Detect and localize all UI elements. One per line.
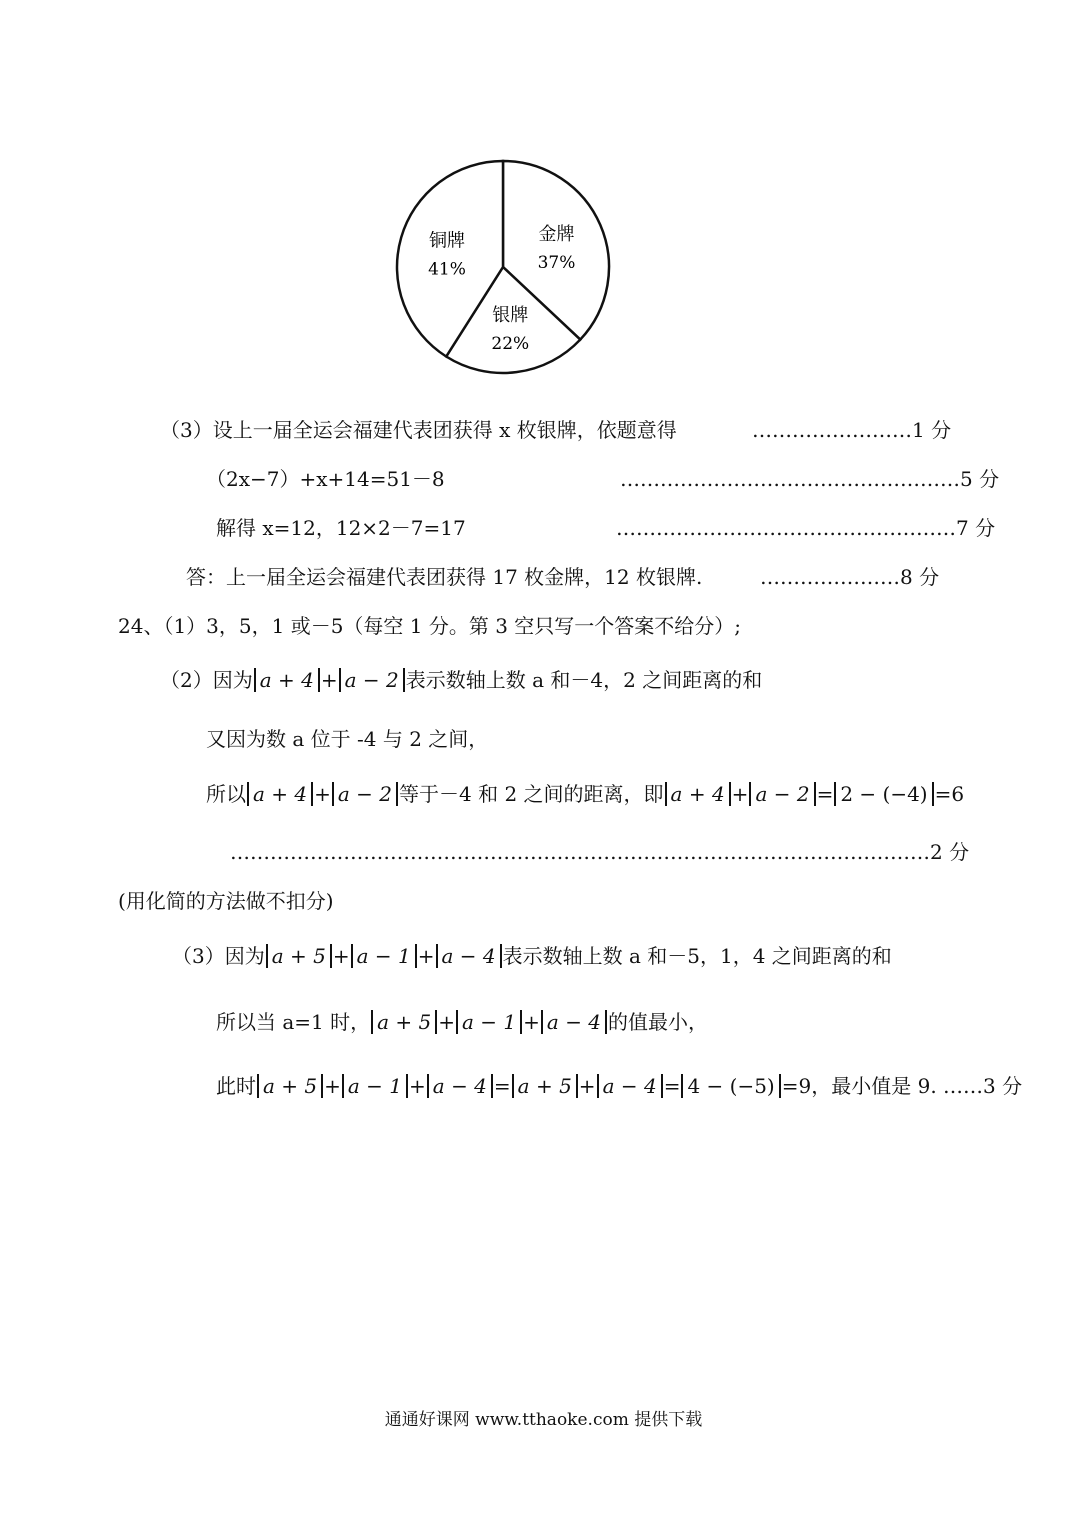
equals-sign: = xyxy=(816,782,834,806)
abs-a-plus-4: a + 4 xyxy=(247,782,313,806)
plus-sign: + xyxy=(314,782,331,806)
equals-sign: = xyxy=(493,1074,511,1098)
abs-a-plus-4: a + 4 xyxy=(254,668,320,692)
q24-part2-line1 xyxy=(160,666,762,694)
plus-sign: + xyxy=(409,1074,426,1098)
plus-sign: + xyxy=(438,1010,456,1034)
q24-p3-l2-prefix: 所以当 a=1 时， xyxy=(216,1010,371,1034)
q24-part2-line2: 又因为数 a 位于 -4 与 2 之间， xyxy=(206,727,489,751)
q24-p2-l3-prefix: 所以 xyxy=(206,782,246,806)
pie-label-name: 银牌 xyxy=(492,304,529,326)
abs-a-plus-4: a + 4 xyxy=(665,782,731,806)
q24-part1: 24、（1）3，5，1 或－5（每空 1 分。第 3 空只写一个答案不给分）; xyxy=(118,614,742,638)
q23-intro-score: ……………………1 分 xyxy=(752,418,952,442)
abs-a-plus-5: a + 5 xyxy=(371,1010,437,1034)
q24-part2-line3 xyxy=(206,780,964,808)
abs-a-minus-1: a − 1 xyxy=(456,1010,522,1034)
abs-a-minus-2: a − 2 xyxy=(339,668,405,692)
abs-a-minus-2: a − 2 xyxy=(332,782,398,806)
q24-p2-result: =6 xyxy=(934,782,965,806)
pie-label-percent: 22% xyxy=(491,333,530,354)
q23-solve: 解得 x=12，12×2－7=17 xyxy=(216,516,466,540)
plus-sign: + xyxy=(523,1010,540,1034)
q24-p3-l3-suffix: =9，最小值是 9. ……3 分 xyxy=(781,1074,1023,1098)
q23-solve-score: ……………………………………………7 分 xyxy=(616,516,996,540)
q24-part3-line2 xyxy=(216,1008,708,1036)
q23-answer: 答：上一届全运会福建代表团获得 17 枚金牌，12 枚银牌. xyxy=(186,565,703,589)
plus-sign: + xyxy=(578,1074,596,1098)
pie-label-name: 金牌 xyxy=(538,223,575,245)
abs-a-minus-1: a − 1 xyxy=(342,1074,408,1098)
abs-a-minus-2: a − 2 xyxy=(749,782,815,806)
q24-p2-prefix: （2）因为 xyxy=(160,668,253,692)
q23-answer-score: …………………8 分 xyxy=(760,565,940,589)
abs-2-minus-neg4: 2 − (−4) xyxy=(834,782,933,806)
abs-4-minus-neg5: 4 − (−5) xyxy=(681,1074,780,1098)
q24-note: (用化简的方法做不扣分) xyxy=(118,889,334,913)
plus-sign: + xyxy=(731,782,749,806)
abs-a-minus-4: a − 4 xyxy=(597,1074,663,1098)
plus-sign: + xyxy=(320,668,338,692)
q24-p2-l3-mid: 等于－4 和 2 之间的距离，即 xyxy=(399,782,664,806)
q24-p3-l3-prefix: 此时 xyxy=(216,1074,256,1098)
plus-sign: + xyxy=(332,944,350,968)
equals-sign: = xyxy=(663,1074,681,1098)
abs-a-plus-5: a + 5 xyxy=(266,944,332,968)
pie-label-name: 铜牌 xyxy=(429,230,466,252)
pie-label-percent: 37% xyxy=(537,252,576,273)
q24-p3-l2-suffix: 的值最小， xyxy=(608,1010,709,1034)
abs-a-minus-4: a − 4 xyxy=(436,944,502,968)
plus-sign: + xyxy=(324,1074,341,1098)
q24-part3-line1 xyxy=(172,942,892,970)
q23-equation-score: ……………………………………………5 分 xyxy=(620,467,1000,491)
abs-a-minus-4: a − 4 xyxy=(541,1010,607,1034)
abs-a-plus-5: a + 5 xyxy=(257,1074,323,1098)
q23-intro: （3）设上一届全运会福建代表团获得 x 枚银牌，依题意得 xyxy=(160,418,677,442)
q24-part2-score: ……………………………………………………………………………………………2 分 xyxy=(230,840,970,864)
q24-part3-line3 xyxy=(216,1072,1022,1100)
q24-p3-prefix: （3）因为 xyxy=(172,944,265,968)
medal-pie-chart xyxy=(388,152,618,382)
q24-p2-suffix: 表示数轴上数 a 和－4，2 之间距离的和 xyxy=(405,668,763,692)
q24-p3-suffix: 表示数轴上数 a 和－5，1，4 之间距离的和 xyxy=(502,944,892,968)
abs-a-minus-4: a − 4 xyxy=(427,1074,493,1098)
abs-a-minus-1: a − 1 xyxy=(351,944,417,968)
plus-sign: + xyxy=(417,944,435,968)
page-footer: 通通好课网 www.tthaoke.com 提供下载 xyxy=(384,1410,703,1430)
abs-a-plus-5: a + 5 xyxy=(512,1074,578,1098)
pie-label-percent: 41% xyxy=(428,259,466,280)
q23-equation: （2x−7）+x+14=51－8 xyxy=(206,467,445,491)
